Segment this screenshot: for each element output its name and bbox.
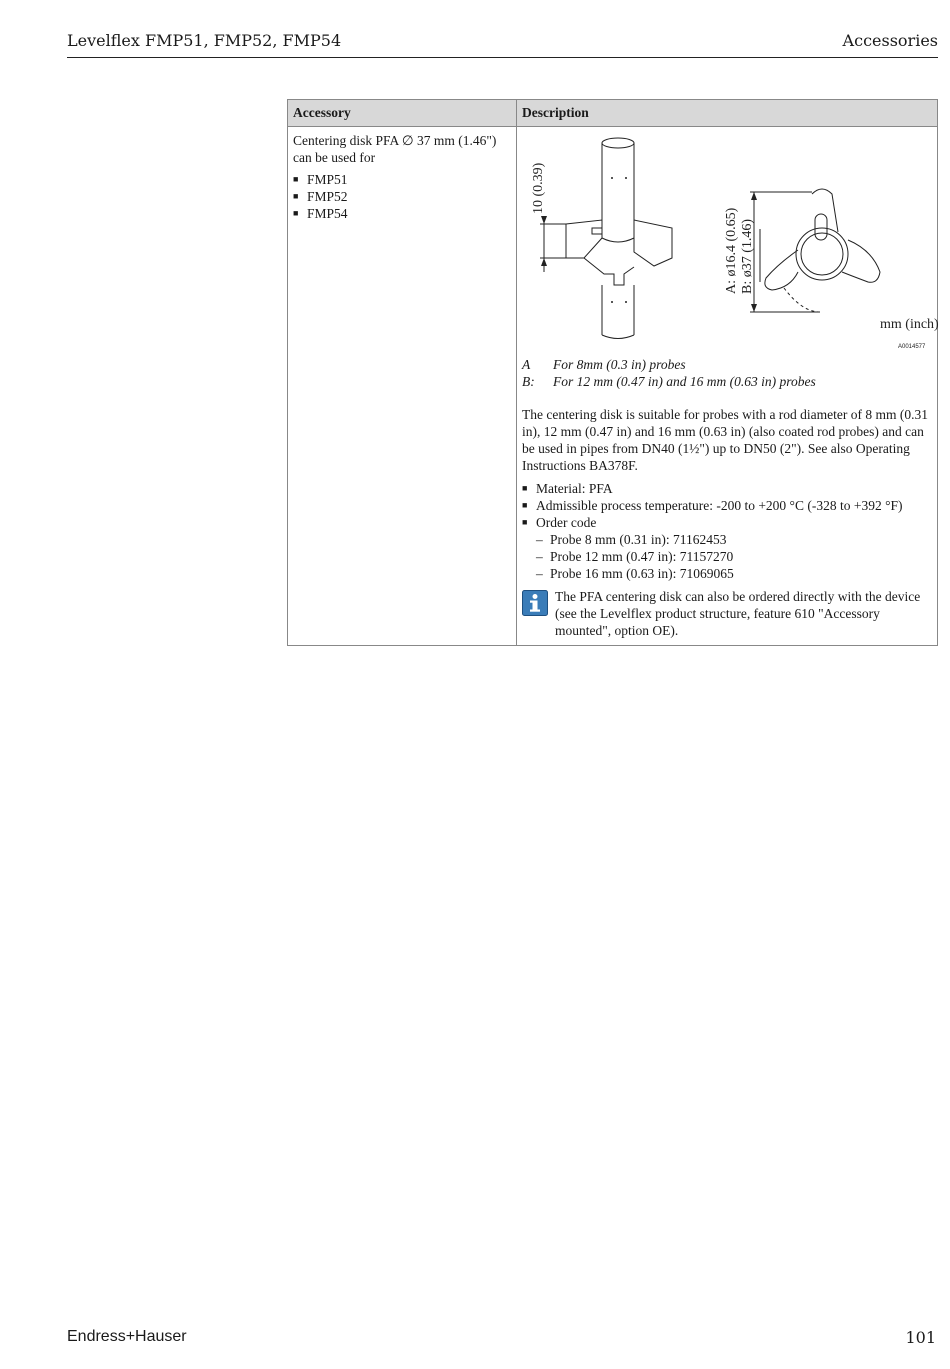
header-description: Description	[517, 100, 938, 127]
spec-material: ■ Material: PFA	[522, 480, 932, 497]
list-item: ■ FMP54	[293, 205, 511, 222]
description-text: The centering disk is suitable for probes with a rod diameter of 8 mm (0.31 in), 12 mm (0.47 in) and 16 mm (0.63 in) (also coated rod probes) and can be used in pipes from DN40 (1½") up to DN50 (2"). See also Operating Instructions BA378F.	[522, 407, 929, 473]
legend-key: A	[522, 357, 531, 372]
figure-id: A0014577	[898, 344, 926, 350]
centering-disk-drawing	[522, 132, 939, 354]
page-number: 101	[905, 1328, 936, 1347]
legend-text: For 12 mm (0.47 in) and 16 mm (0.63 in) probes	[553, 374, 816, 389]
dimension-height-label: 10 (0.39)	[531, 162, 546, 214]
centering-disk-svg	[522, 132, 939, 354]
info-icon	[522, 590, 548, 616]
list-item: – Probe 16 mm (0.63 in): 71069065	[522, 565, 932, 582]
legend-row	[522, 373, 932, 390]
list-item: ■ FMP52	[293, 188, 511, 205]
unit-label: mm (inch)	[880, 317, 939, 332]
header-section: Accessories	[842, 31, 938, 50]
list-item: – Probe 8 mm (0.31 in): 71162453	[522, 531, 932, 548]
note-text: The PFA centering disk can also be ordered directly with the device (see the Levelflex product structure, feature 610 "Accessory mounted", option OE).	[555, 589, 921, 638]
device-list	[293, 171, 511, 222]
dimension-a-label: A: ø16.4 (0.65)	[724, 207, 739, 294]
accessory-cell	[288, 127, 517, 646]
spec-temperature: ■ Admissible process temperature: -200 to +200 °C (-328 to +392 °F)	[522, 497, 932, 514]
list-item: – Probe 12 mm (0.47 in): 71157270	[522, 548, 932, 565]
table-row	[288, 127, 938, 646]
figure-legend	[522, 356, 932, 390]
table-header-row	[288, 100, 938, 127]
description-cell	[517, 127, 938, 646]
header-accessory: Accessory	[288, 100, 517, 127]
dimension-b-label: B: ø37 (1.46)	[740, 218, 755, 294]
accessory-name: Centering disk PFA ∅ 37 mm (1.46") can be used for	[293, 133, 497, 165]
footer-brand: Endress+Hauser	[67, 1328, 187, 1345]
order-code-list	[522, 531, 932, 582]
legend-row	[522, 356, 932, 373]
accessory-table	[287, 99, 938, 646]
spec-order-code	[522, 514, 932, 531]
spec-list	[522, 480, 932, 531]
list-item: ■ FMP51	[293, 171, 511, 188]
header-title: Levelflex FMP51, FMP52, FMP54	[67, 31, 342, 50]
legend-text: For 8mm (0.3 in) probes	[553, 357, 686, 372]
order-code-label: Order code	[536, 515, 597, 530]
info-note	[522, 588, 932, 639]
legend-key: B:	[522, 374, 535, 389]
header-rule	[67, 57, 938, 58]
